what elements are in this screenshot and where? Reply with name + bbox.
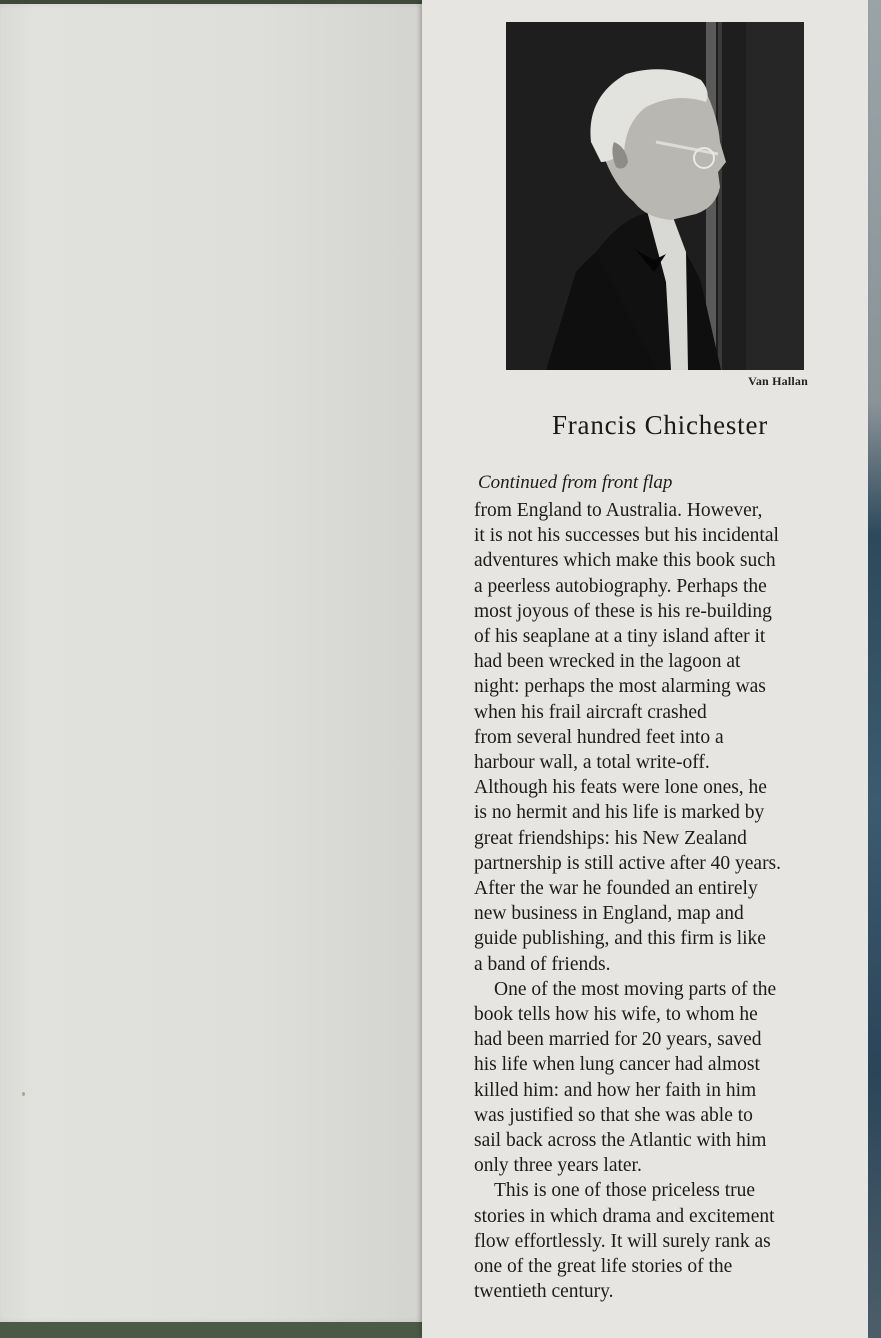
- blurb-line: a peerless autobiography. Perhaps the: [474, 575, 767, 597]
- blurb-line: is no hermit and his life is marked by: [474, 802, 765, 824]
- cover-art-edge: [866, 0, 881, 1338]
- blurb-line: harbour wall, a total write-off.: [474, 752, 710, 774]
- blurb-line: a band of friends.: [474, 953, 611, 975]
- blurb-text: [474, 498, 844, 1305]
- blurb-line: sail back across the Atlantic with him: [474, 1130, 767, 1152]
- blurb-line: twentieth century.: [474, 1281, 614, 1303]
- blurb-line: new business in England, map and: [474, 903, 744, 925]
- blurb-line: of his seaplane at a tiny island after it: [474, 626, 766, 648]
- blurb-line: Although his feats were lone ones, he: [474, 777, 767, 799]
- blurb-line: guide publishing, and this firm is like: [474, 928, 766, 950]
- blurb-line: when his frail aircraft crashed: [474, 701, 707, 723]
- paper-speck: [22, 1092, 25, 1096]
- blurb-paragraph-start: This is one of those priceless true: [494, 1180, 756, 1202]
- author-name-heading: Francis Chichester: [551, 410, 769, 440]
- blurb-line: adventures which make this book such: [474, 550, 776, 572]
- blurb-paragraph-start: One of the most moving parts of the: [494, 978, 777, 1000]
- blurb-line: his life when lung cancer had almost: [474, 1054, 760, 1076]
- blurb-line: from several hundred feet into a: [474, 726, 724, 748]
- blurb-line: After the war he founded an entirely: [474, 878, 758, 900]
- author-portrait: [506, 22, 804, 370]
- blurb-line: from England to Australia. However,: [474, 500, 763, 521]
- blank-left-page: [0, 4, 424, 1322]
- blurb-line: partnership is still active after 40 years.: [474, 852, 782, 874]
- blurb-line: had been wrecked in the lagoon at: [474, 651, 741, 673]
- blurb-line: flow effortlessly. It will surely rank as: [474, 1230, 771, 1252]
- blurb-line: one of the great life stories of the: [474, 1256, 733, 1278]
- photo-credit: Van Hallan: [748, 374, 808, 388]
- blurb-line: stories in which drama and excitement: [474, 1205, 775, 1227]
- blurb-line: only three years later.: [474, 1155, 642, 1177]
- blurb-line: book tells how his wife, to whom he: [474, 1004, 758, 1026]
- blurb-line: had been married for 20 years, saved: [474, 1029, 762, 1051]
- dust-jacket-back-flap: [422, 0, 868, 1338]
- blurb-line: it is not his successes but his incidental: [474, 525, 779, 547]
- blurb-line: most joyous of these is his re-building: [474, 600, 772, 622]
- blurb-line: killed him: and how her faith in him: [474, 1079, 757, 1101]
- blurb-line: night: perhaps the most alarming was: [474, 676, 766, 698]
- blurb-line: was justified so that she was able to: [474, 1104, 753, 1126]
- continued-from-front-flap: Continued from front flap: [478, 472, 673, 493]
- blurb-line: great friendships: his New Zealand: [474, 827, 747, 849]
